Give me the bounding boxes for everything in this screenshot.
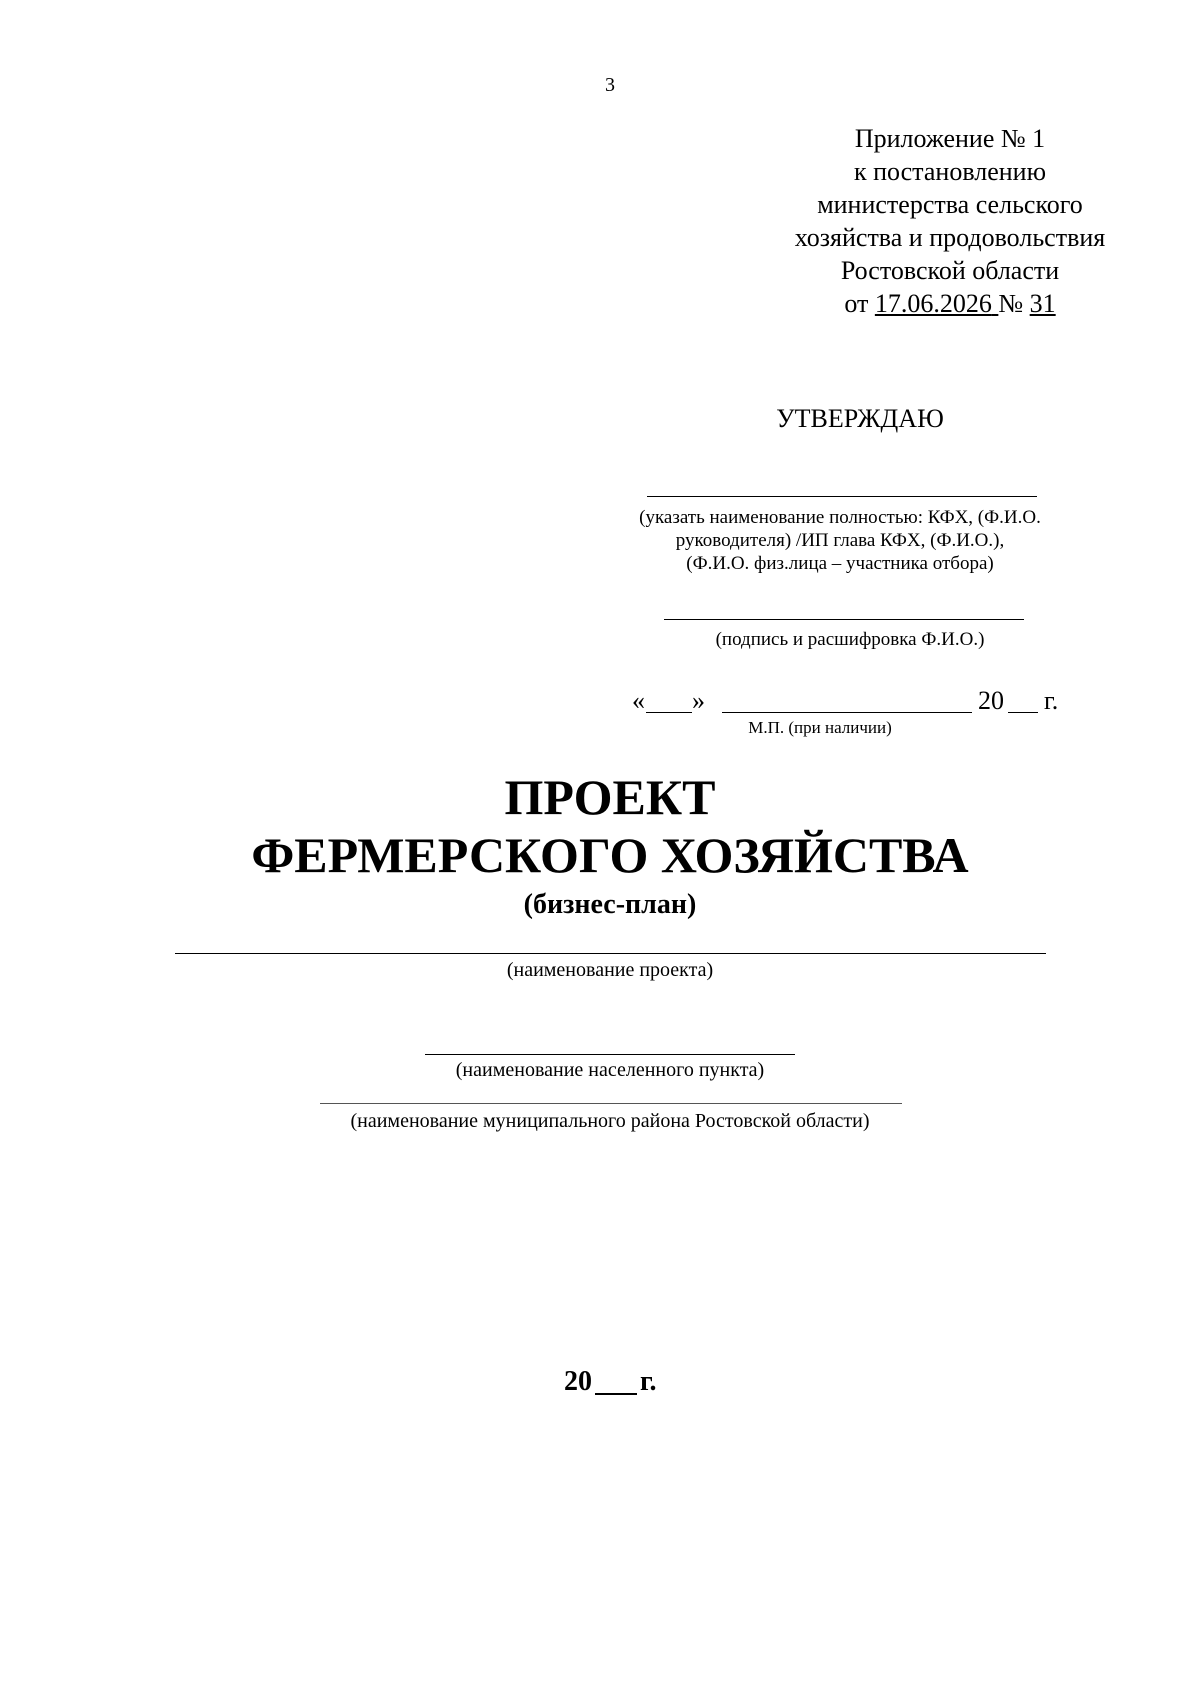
appendix-line-3: министерства сельского: [817, 190, 1083, 219]
page-number: 3: [605, 74, 615, 96]
stamp-caption: М.П. (при наличии): [748, 718, 892, 737]
signature-fill-line: [664, 619, 1024, 620]
settlement-caption: (наименование населенного пункта): [455, 1059, 765, 1081]
name-caption-line-2: руководителя) /ИП глава КФХ, (Ф.И.О.),: [675, 530, 1005, 551]
approval-heading: УТВЕРЖДАЮ: [776, 404, 944, 433]
settlement-line: [425, 1054, 795, 1055]
year-prefix: 20: [564, 1366, 592, 1397]
appendix-line-1: Приложение № 1: [854, 124, 1046, 153]
title-line-2: ФЕРМЕРСКОГО ХОЗЯЙСТВА: [251, 827, 969, 883]
appendix-date: 17.06.2026: [874, 289, 992, 318]
date-year-suffix: г.: [1044, 686, 1059, 715]
appendix-number: 31: [1029, 289, 1056, 318]
date-year-prefix: 20: [978, 686, 1004, 715]
project-name-line: [175, 953, 1046, 954]
approval-date-row: [632, 686, 1092, 720]
date-open-quote: «: [632, 686, 645, 715]
name-caption: [600, 506, 1080, 575]
name-fill-line: [647, 496, 1037, 497]
signature-caption: (подпись и расшифровка Ф.И.О.): [715, 629, 985, 650]
appendix-line-4: хозяйства и продовольствия: [794, 223, 1106, 252]
date-close-quote: »: [692, 686, 705, 715]
date-day-line: [646, 712, 692, 713]
appendix-date-prefix: от: [844, 289, 869, 318]
name-caption-line-1: (указать наименование полностью: КФХ, (Ф.И.О.: [639, 507, 1041, 528]
name-caption-line-3: (Ф.И.О. физ.лица – участника отбора): [686, 553, 994, 574]
appendix-line-2: к постановлению: [853, 157, 1047, 186]
project-name-caption: (наименование проекта): [506, 959, 714, 981]
appendix-number-prefix: №: [998, 289, 1024, 318]
year-suffix: г.: [640, 1366, 657, 1397]
title-subtitle: (бизнес-план): [523, 889, 697, 920]
date-year-line: [1008, 712, 1038, 713]
district-caption: (наименование муниципального района Ростовской области): [350, 1110, 870, 1132]
date-month-line: [722, 712, 972, 713]
year-fill-line: [595, 1393, 637, 1395]
appendix-block: [720, 122, 1180, 320]
title-line-1: ПРОЕКТ: [504, 769, 716, 825]
appendix-date-line: [720, 287, 1180, 320]
district-line: [320, 1103, 902, 1104]
document-year: [540, 1366, 680, 1406]
appendix-line-5: Ростовской области: [840, 256, 1060, 285]
